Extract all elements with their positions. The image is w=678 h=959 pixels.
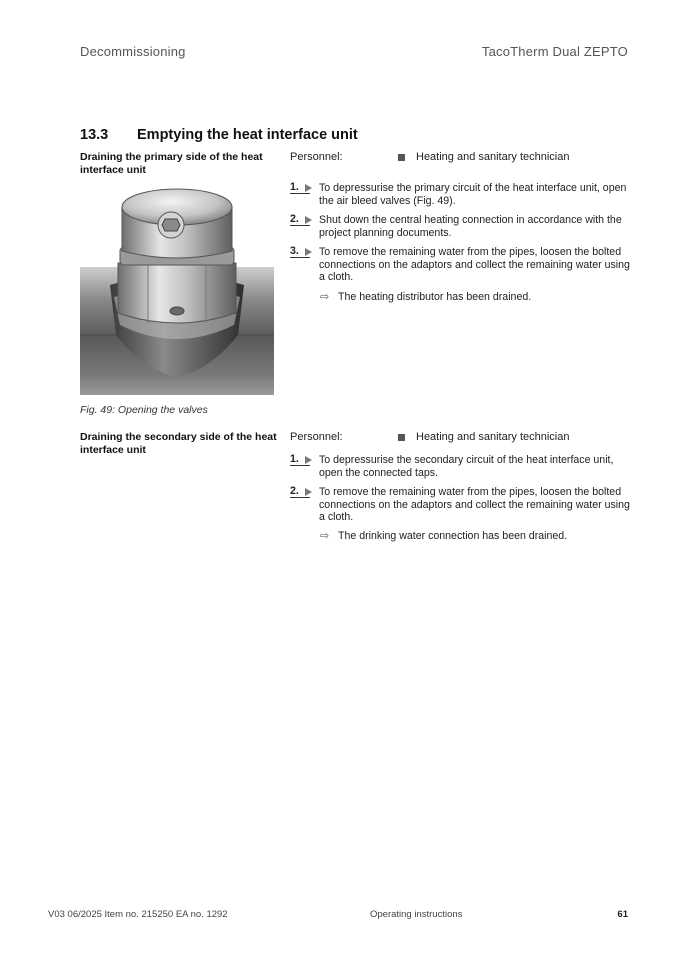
result-text: The heating distributor has been drained. [338,291,532,303]
step-text: To remove the remaining water from the pipes, loosen the bolted connections on the adaptors and collect the remaining water using a cloth. [319,246,630,284]
air-bleed-valve-illustration [80,185,274,395]
square-bullet-icon [398,434,405,441]
result-arrow-icon: ⇨ [320,291,329,303]
section-title [80,127,358,143]
step-arrow-icon [305,248,312,256]
step-number: 3. [290,246,310,258]
primary-personnel [290,151,570,163]
result-text: The drinking water connection has been drained. [338,530,568,542]
step-number: 2. [290,214,310,226]
footer-version: V03 06/2025 Item no. 215250 EA no. 1292 [48,909,228,920]
secondary-result [320,530,567,542]
personnel-role: Heating and sanitary technician [416,431,570,443]
primary-heading: Draining the primary side of the heat interface unit [80,151,263,176]
step-arrow-icon [305,456,312,464]
personnel-role: Heating and sanitary technician [416,151,570,163]
step-arrow-icon [305,488,312,496]
personnel-label: Personnel: [290,431,343,443]
section-number: 13.3 [80,127,109,143]
step-number: 1. [290,182,310,194]
step-number: 1. [290,454,310,466]
square-bullet-icon [398,154,405,161]
personnel-label: Personnel: [290,151,343,163]
step-text: To remove the remaining water from the pipes, loosen the bolted connections on the adaptors and collect the remaining water using a cloth. [319,486,630,524]
step-text: To depressurise the primary circuit of the heat interface unit, open the air bleed valves (Fig. 49). [319,182,627,207]
header-product: TacoTherm Dual ZEPTO [481,44,628,59]
step-text: To depressurise the secondary circuit of the heat interface unit, open the connected taps. [319,454,614,479]
step-text: Shut down the central heating connection in accordance with the project planning documents. [319,214,622,239]
primary-result [320,291,531,303]
footer-doc-type: Operating instructions [370,909,463,920]
secondary-heading: Draining the secondary side of the heat interface unit [80,431,277,456]
step-arrow-icon [305,216,312,224]
section-title-text: Emptying the heat interface unit [137,127,358,143]
result-arrow-icon: ⇨ [320,530,329,542]
valve-figure [80,185,274,395]
secondary-personnel [290,431,570,443]
figure-caption: Fig. 49: Opening the valves [80,404,208,416]
header-chapter: Decommissioning [80,44,186,59]
page-number: 61 [617,909,628,920]
step-arrow-icon [305,184,312,192]
step-number: 2. [290,486,310,498]
